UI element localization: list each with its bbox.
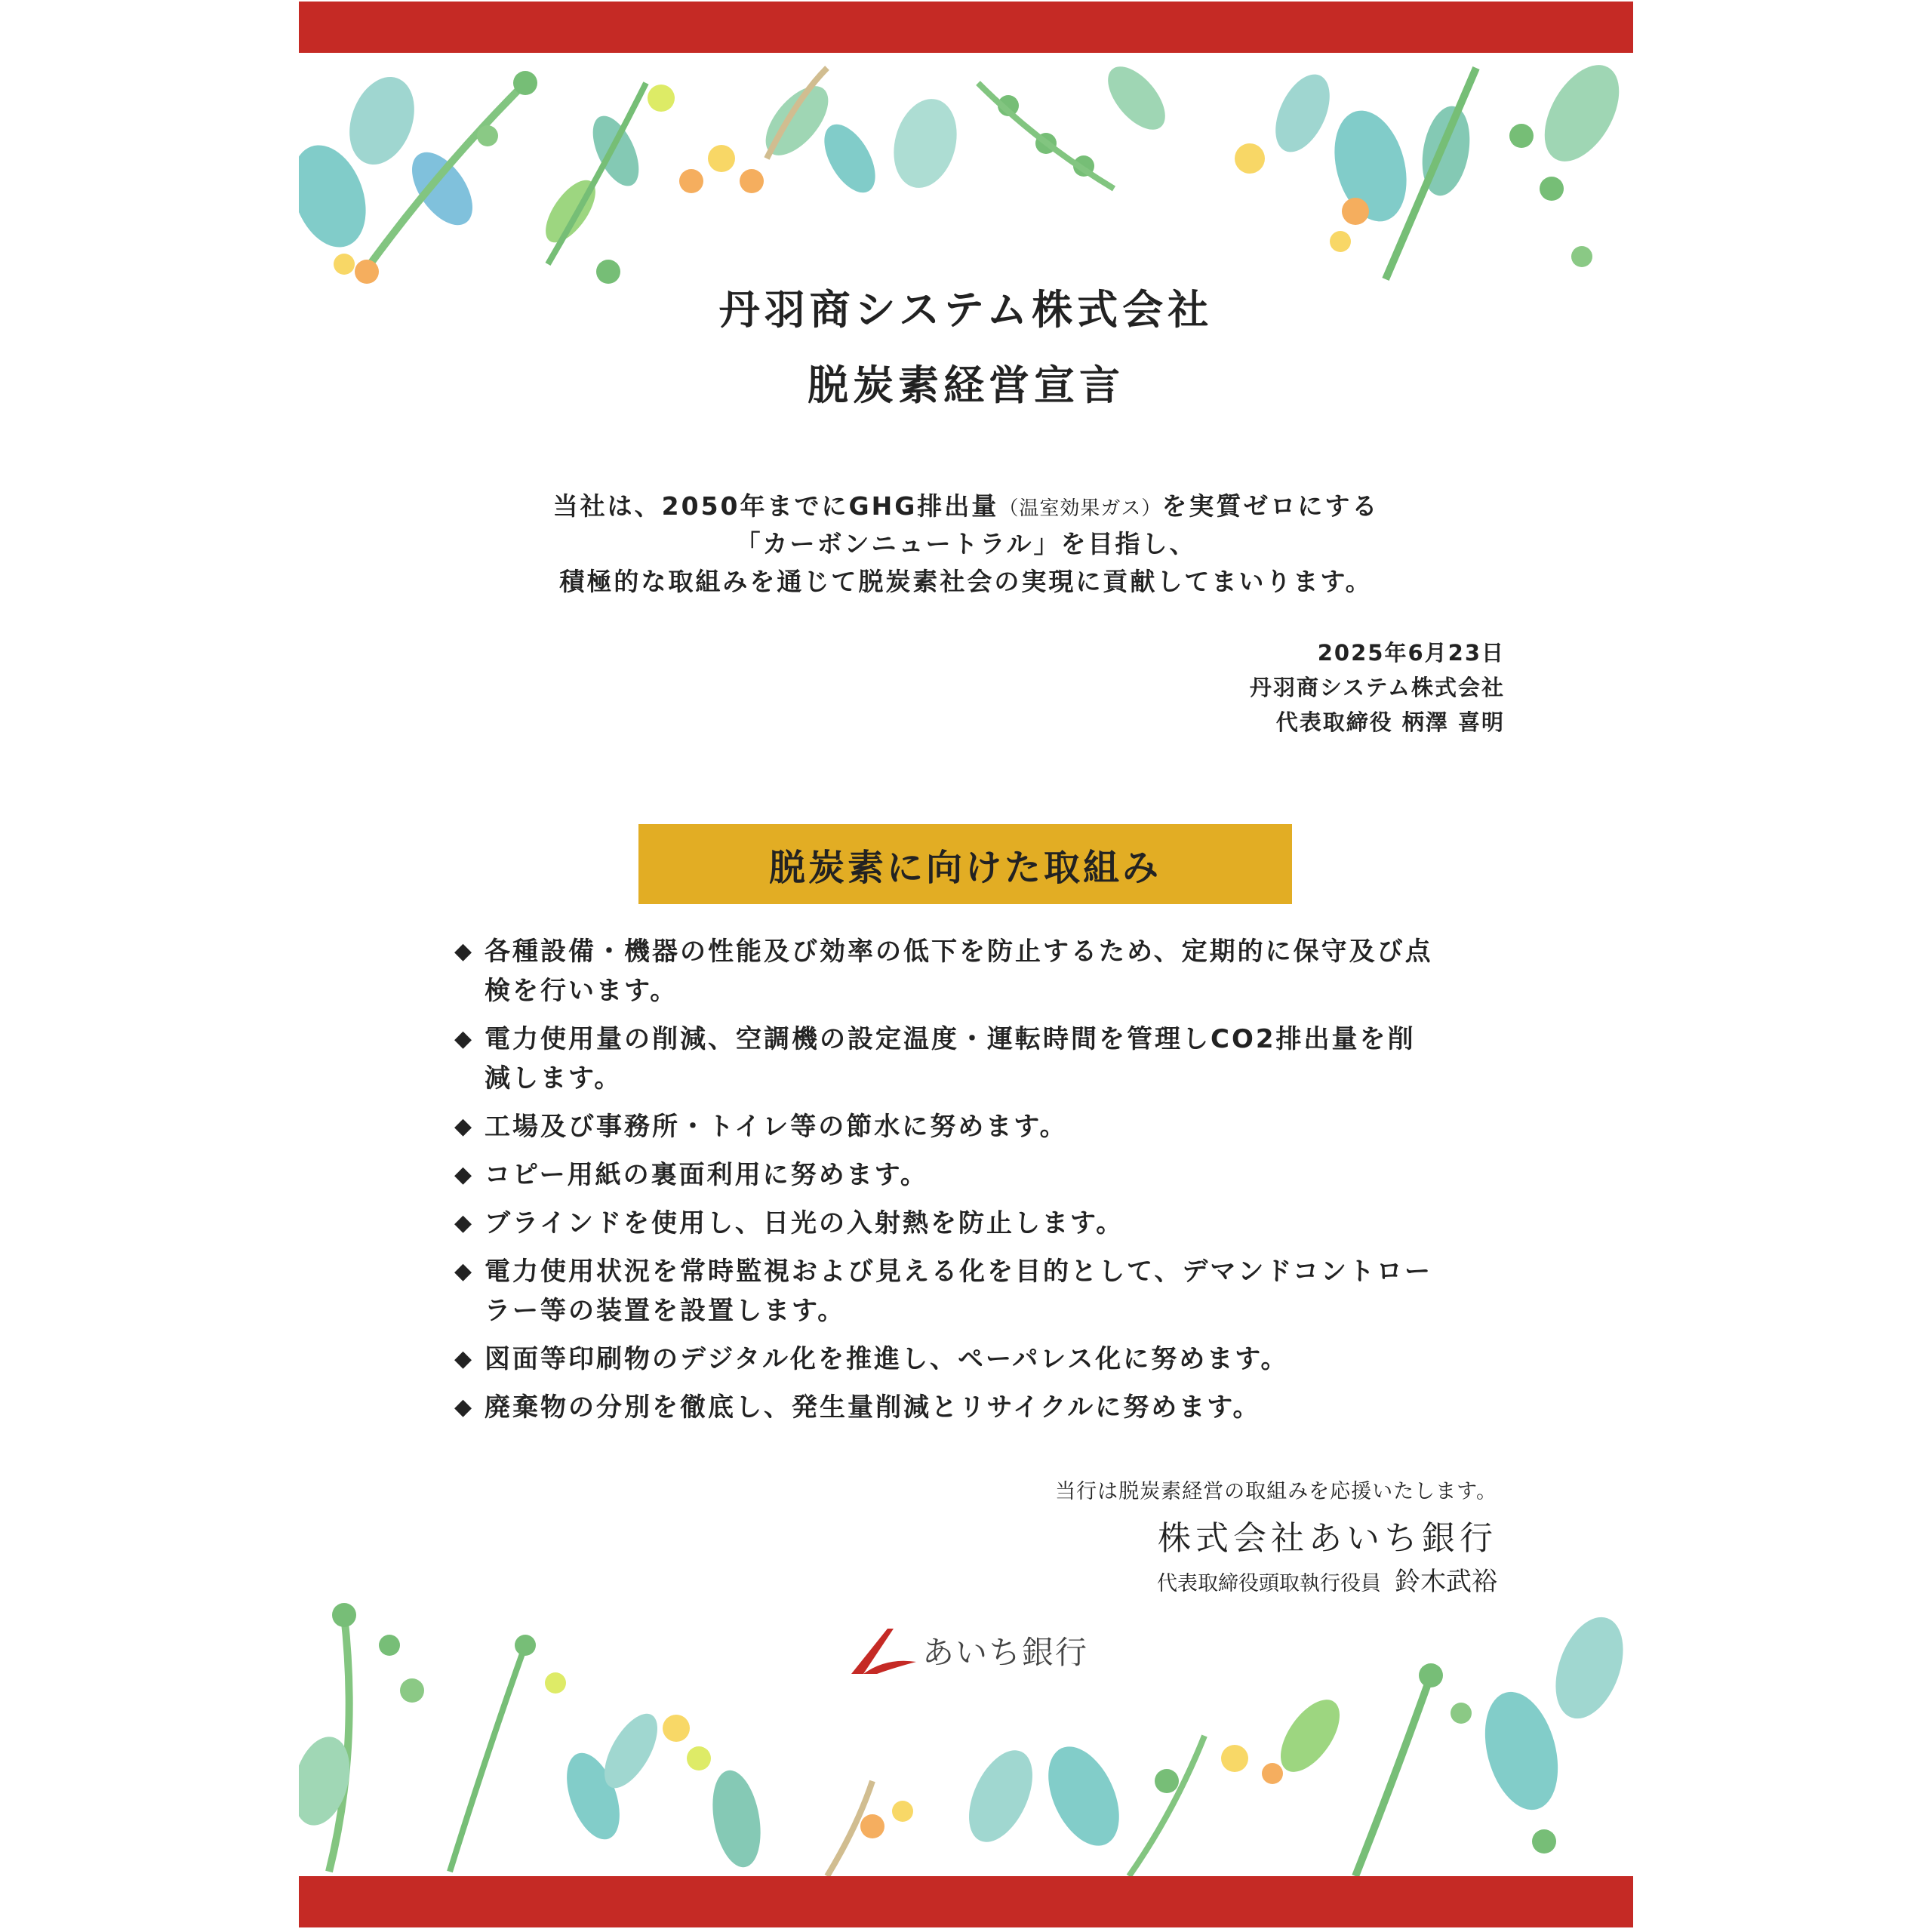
list-item-text: 図面等印刷物のデジタル化を推進し、ペーパレス化に努めます。 [485,1344,1289,1374]
bottom-red-bar [299,1876,1633,1927]
list-item-text: 電力使用状況を常時監視および見える化を目的として、デマンドコントローラー等の装置を設置します。 [485,1257,1432,1326]
list-item [454,1340,1435,1379]
list-item [454,932,1435,1011]
list-item [454,1155,1435,1195]
list-item-text: 電力使用量の削減、空調機の設定温度・運転時間を管理しCO2排出量を削減します。 [485,1024,1416,1094]
top-foliage-decoration [299,53,1633,302]
list-item [454,1252,1435,1331]
aichi-bank-logo-text: あいち銀行 [922,1634,1089,1671]
declaration-title: 脱炭素経営宣言 [808,361,1124,409]
list-item [454,1204,1435,1243]
initiative-list [454,932,1496,1436]
intro-line-2: 「カーボンニュートラル」を目指し、 [735,529,1197,558]
section-heading: 脱炭素に向けた取組み [768,846,1161,889]
list-item [454,1388,1435,1427]
diamond-bullet-icon: ◆ [454,1026,475,1052]
bank-rep-name: 鈴木武裕 [1395,1567,1497,1597]
list-item-text: 廃棄物の分別を徹底し、発生量削減とリサイクルに努めます。 [485,1392,1261,1423]
intro-line-3: 積極的な取組みを通じて脱炭素社会の実現に貢献してまいります。 [559,567,1373,596]
section-heading-banner [638,824,1292,904]
bank-representative [1157,1561,1497,1598]
declaration-date: 2025年6月23日 [1317,640,1505,666]
bank-rep-title: 代表取締役頭取執行役員 [1157,1572,1381,1595]
diamond-bullet-icon: ◆ [454,938,475,964]
list-item-text: コピー用紙の裏面利用に努めます。 [485,1160,928,1190]
list-item-text: 工場及び事務所・トイレ等の節水に努めます。 [485,1112,1068,1142]
diamond-bullet-icon: ◆ [454,1394,475,1420]
diamond-bullet-icon: ◆ [454,1161,475,1188]
list-item-text: 各種設備・機器の性能及び効率の低下を防止するため、定期的に保守及び点検を行います。 [485,937,1433,1006]
intro-line-1 [299,488,1633,528]
bank-name: 株式会社あいち銀行 [1158,1519,1497,1558]
signer-name: 代表取締役 柄澤 喜明 [1275,709,1505,735]
company-title: 丹羽商システム株式会社 [718,286,1214,334]
list-item [454,1107,1435,1146]
diamond-bullet-icon: ◆ [454,1210,475,1236]
intro-line-1-paren: （温室効果ガス） [998,497,1162,520]
diamond-bullet-icon: ◆ [454,1258,475,1284]
document-page [299,0,1633,1932]
aichi-bank-logo [848,1624,1088,1677]
signer-company: 丹羽商システム株式会社 [1249,675,1505,700]
list-item-text: ブラインドを使用し、日光の入射熱を防止します。 [485,1208,1124,1238]
top-red-bar [299,2,1633,53]
intro-line-1-b: を実質ゼロにする [1161,491,1380,521]
declaration-signature [1250,635,1505,740]
aichi-bank-logo-mark-icon [848,1624,918,1677]
list-item [454,1020,1435,1098]
support-message: 当行は脱炭素経営の取組みを応援いたします。 [1055,1480,1497,1503]
intro-line-1-a: 当社は、2050年までにGHG排出量 [552,491,999,521]
diamond-bullet-icon: ◆ [454,1346,475,1372]
diamond-bullet-icon: ◆ [454,1113,475,1140]
